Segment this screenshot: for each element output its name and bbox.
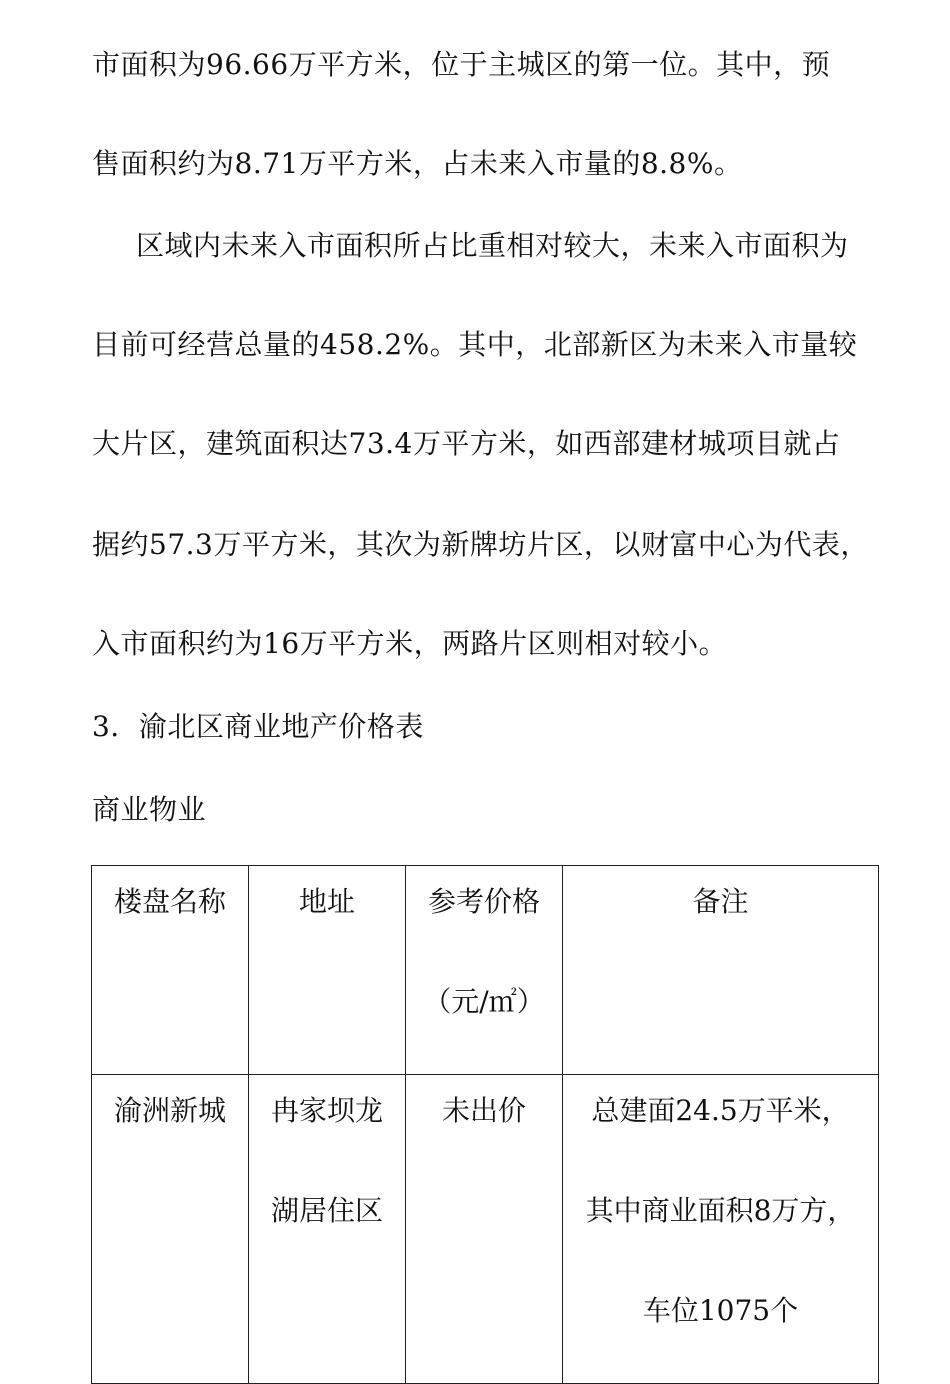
table-caption: 商业物业: [92, 793, 207, 826]
header-price: [406, 866, 563, 1075]
notes-line: 总建面24.5万平米，: [591, 1094, 850, 1127]
paragraph-line: 入市面积约为16万平方米，两路片区则相对较小。: [92, 627, 728, 660]
header-notes-label: 备注: [692, 885, 749, 918]
cell-notes: [563, 1075, 879, 1384]
table-row: [92, 1075, 879, 1384]
paragraph-line: 市面积为96.66万平方米，位于主城区的第一位。其中，预: [92, 48, 831, 81]
section-heading: 3．渝北区商业地产价格表: [92, 710, 424, 743]
cell-price: [406, 1075, 563, 1384]
cell-name: [92, 1075, 249, 1384]
header-notes: [563, 866, 879, 1075]
header-name: [92, 866, 249, 1075]
paragraph-line: 目前可经营总量的458.2%。其中，北部新区为未来入市量较: [92, 328, 858, 361]
header-address-label: 地址: [298, 885, 355, 918]
paragraph-line: 据约57.3万平方米，其次为新牌坊片区，以财富中心为代表，: [92, 528, 869, 561]
cell-address: [249, 1075, 406, 1384]
paragraph-line: 售面积约为8.71万平方米，占未来入市量的8.8%。: [92, 147, 743, 180]
header-address: [249, 866, 406, 1075]
header-name-label: 楼盘名称: [113, 885, 226, 918]
table-header-row: [92, 866, 879, 1075]
project-name: 渝洲新城: [113, 1094, 226, 1127]
notes-line: 其中商业面积8万方，: [585, 1194, 856, 1227]
paragraph-line: 大片区，建筑面积达73.4万平方米，如西部建材城项目就占: [92, 427, 841, 460]
header-price-label: 参考价格: [427, 885, 540, 918]
notes-line: 车位1075个: [642, 1294, 799, 1327]
price-value: 未出价: [441, 1094, 526, 1127]
price-table: [91, 865, 879, 1384]
address-line: 湖居住区: [270, 1194, 383, 1227]
address-line: 冉家坝龙: [270, 1094, 383, 1127]
paragraph-line: 区域内未来入市面积所占比重相对较大，未来入市面积为: [136, 229, 849, 262]
header-price-unit: （元/㎡）: [423, 985, 545, 1018]
